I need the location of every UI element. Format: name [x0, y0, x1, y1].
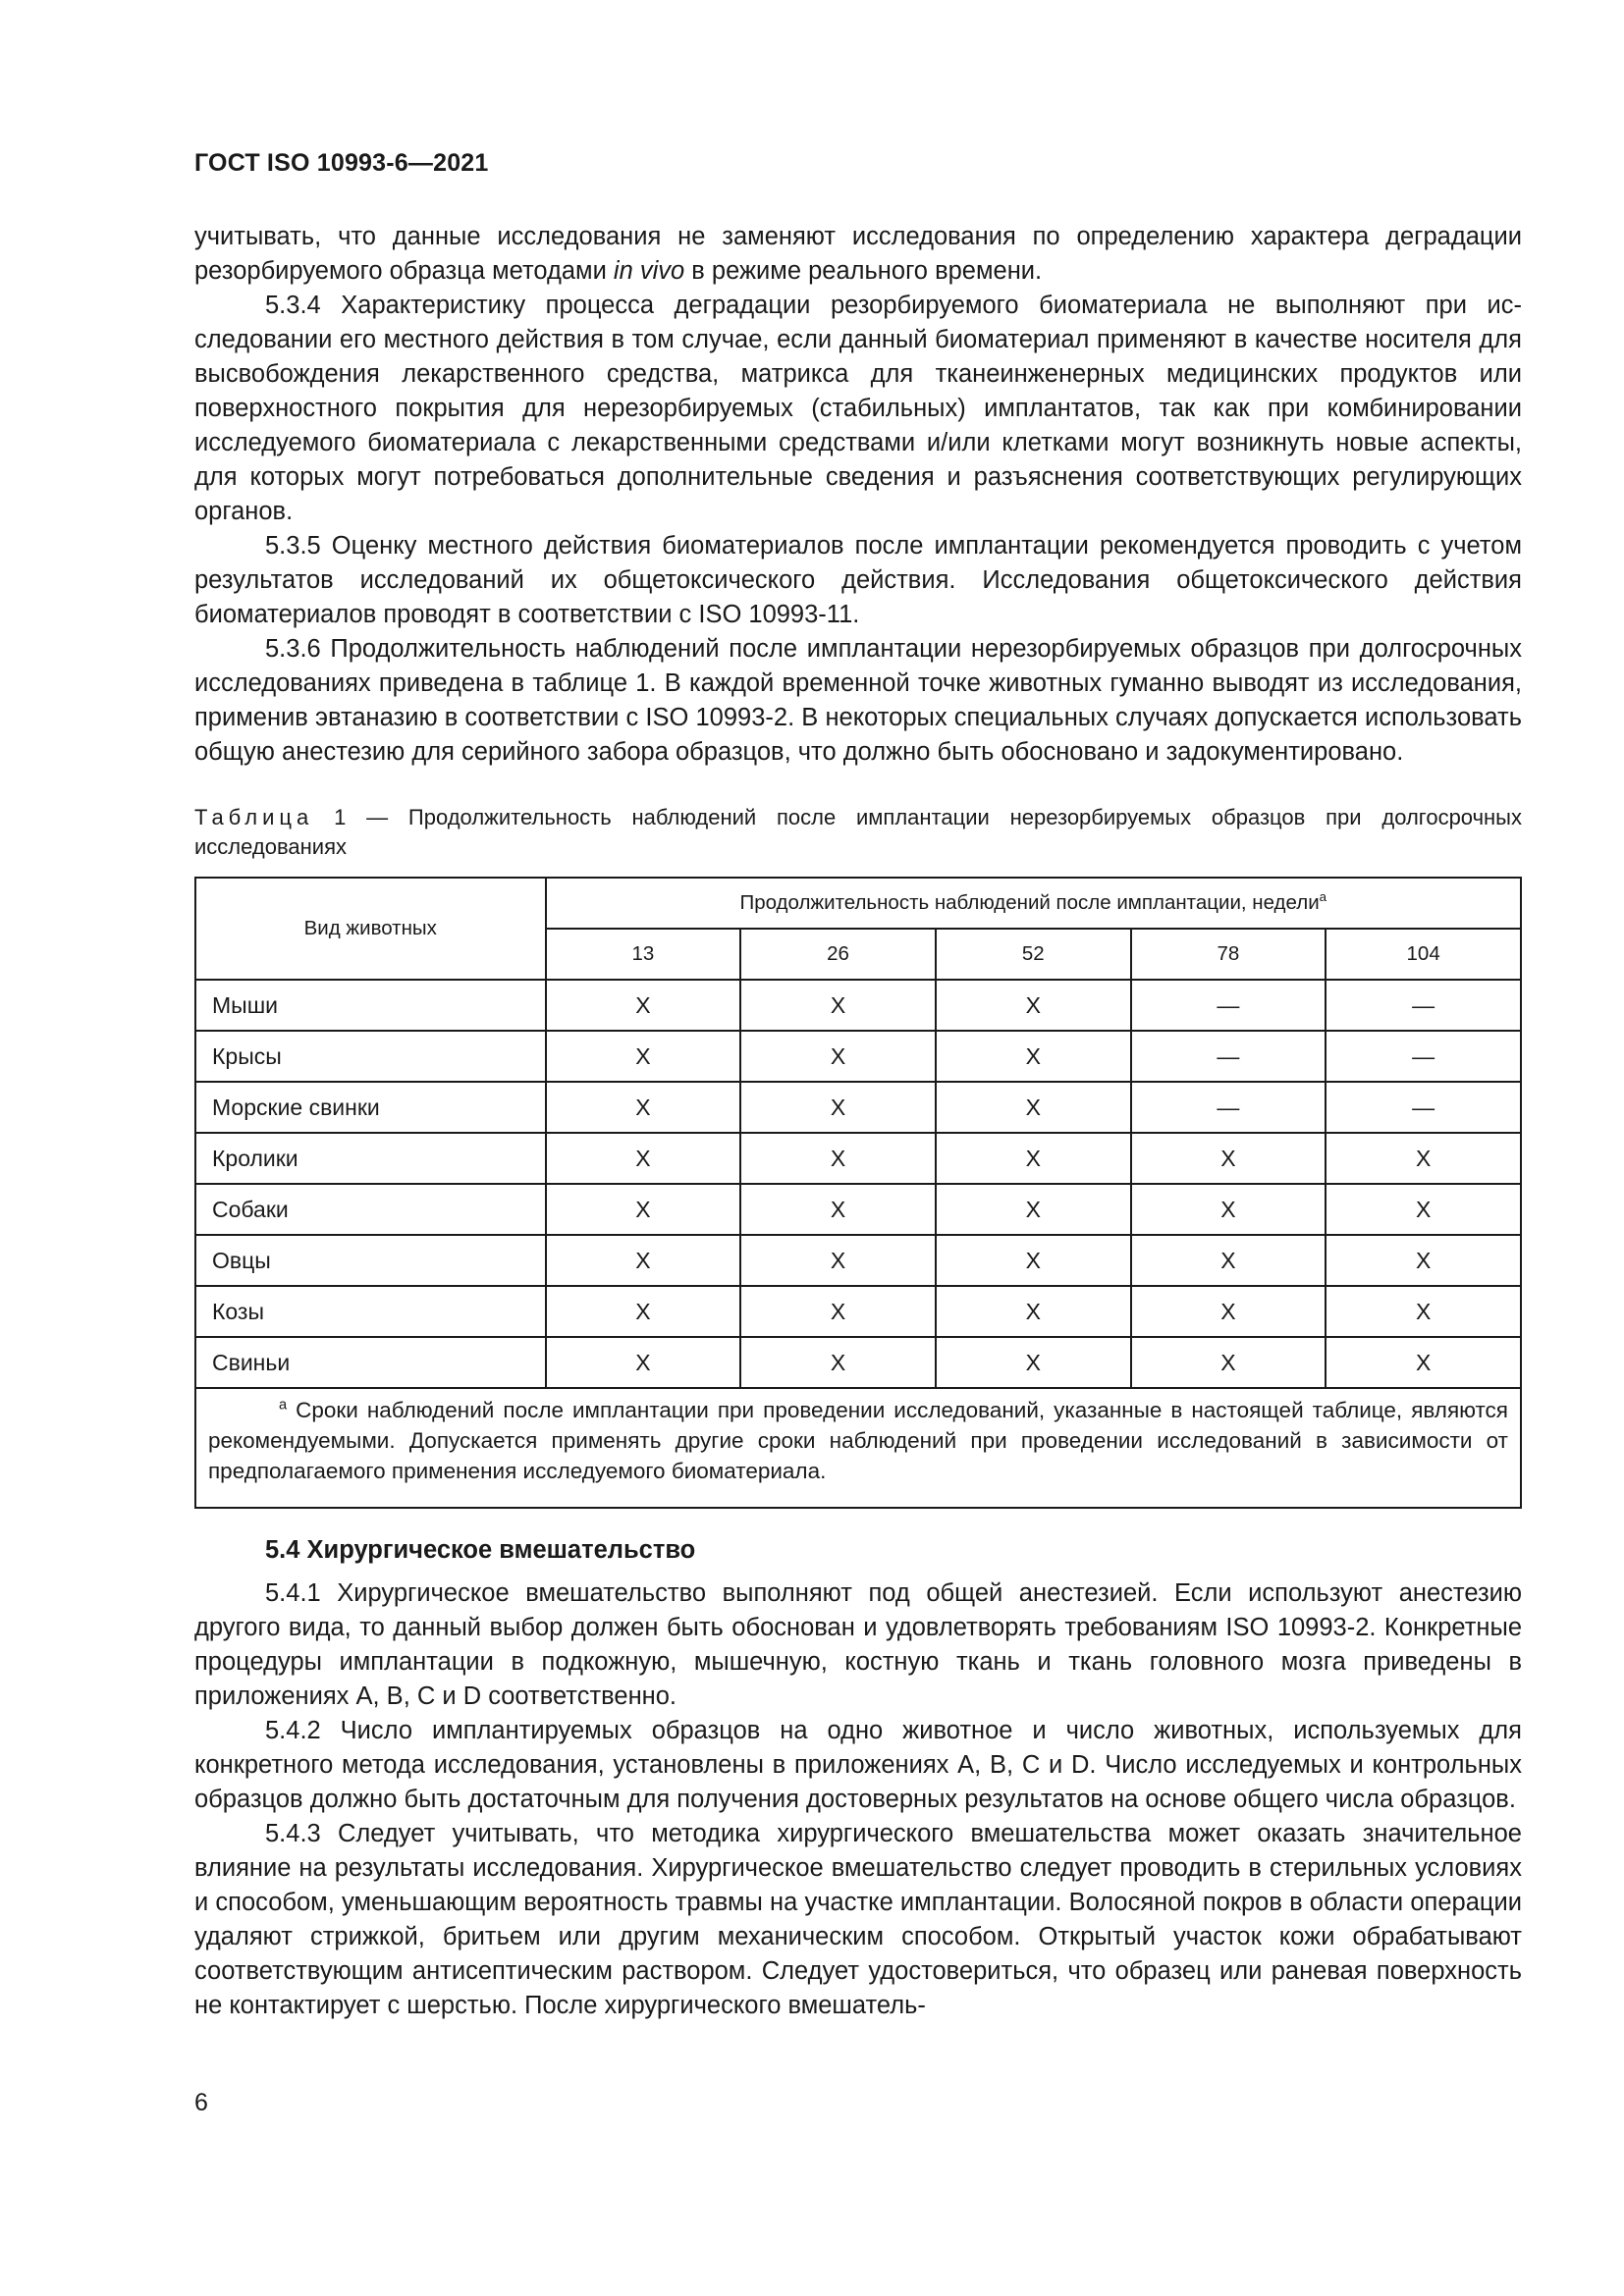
duration-mark-cell: X — [740, 1184, 936, 1235]
paragraph-text: учитывать, что данные исследования не заменяют исследования по определению характера деградации резорбируемого образца методами — [194, 223, 1522, 285]
duration-mark-cell: X — [740, 1337, 936, 1388]
animal-species-header: Вид животных — [195, 878, 546, 980]
duration-header — [546, 878, 1521, 929]
duration-mark-cell: X — [1326, 1133, 1521, 1184]
table-row — [195, 1133, 1521, 1184]
paragraph-5-3-5: 5.3.5 Оценку местного действия биоматериалов после имплантации рекомендуется проводить с учетом результатов исследований их общетоксического действия. Исследования общетоксического действия биоматериалов проводят в соответствии с ISO 10993-11. — [194, 532, 1522, 628]
duration-mark-cell: X — [936, 1235, 1131, 1286]
duration-mark-cell: X — [546, 1184, 741, 1235]
observation-duration-table — [194, 877, 1522, 1509]
duration-mark-cell: X — [1131, 1184, 1326, 1235]
duration-mark-cell: X — [740, 1031, 936, 1082]
table-row — [195, 980, 1521, 1031]
table-row — [195, 1235, 1521, 1286]
table-row — [195, 1184, 1521, 1235]
week-header: 26 — [740, 929, 936, 980]
table-row — [195, 1031, 1521, 1082]
duration-mark-cell: X — [936, 1082, 1131, 1133]
page-number: 6 — [194, 2089, 208, 2116]
document-header: ГОСТ ISO 10993-6—2021 — [194, 149, 489, 177]
duration-mark-cell: X — [936, 1184, 1131, 1235]
duration-mark-cell: — — [1326, 1031, 1521, 1082]
section-title-5-4: 5.4 Хирургическое вмешательство — [265, 1536, 696, 1564]
paragraph-italic-term: in vivo — [613, 257, 685, 285]
duration-mark-cell: X — [936, 1337, 1131, 1388]
footnote-mark: a — [1319, 889, 1327, 905]
animal-name-cell: Морские свинки — [195, 1082, 546, 1133]
duration-mark-cell: X — [936, 1286, 1131, 1337]
duration-mark-cell: X — [1326, 1184, 1521, 1235]
duration-header-text: Продолжительность наблюдений после имплантации, недели — [739, 891, 1320, 914]
table-row — [195, 1082, 1521, 1133]
duration-mark-cell: — — [1326, 1082, 1521, 1133]
duration-mark-cell: X — [1131, 1235, 1326, 1286]
top-text-block — [194, 220, 1522, 770]
week-header: 13 — [546, 929, 741, 980]
table-caption — [194, 803, 1522, 862]
duration-mark-cell: X — [740, 1235, 936, 1286]
duration-mark-cell: X — [546, 980, 741, 1031]
table-caption-text: 1 — Продолжительность наблюдений после имплантации нерезорбируемых образцов при долгосрочных исследованиях — [194, 805, 1522, 859]
table-body — [195, 980, 1521, 1388]
duration-mark-cell: X — [546, 1031, 741, 1082]
duration-mark-cell: — — [1131, 980, 1326, 1031]
paragraph-5-3-4: 5.3.4 Характеристику процесса деградации резорбируемого биоматериала не выполняют при исследовании его местного действия в том случае, если данный биоматериал применяют в качестве носителя для высвобождения лекарственного средства, матрикса для тканеинженерных медицинских продуктов или поверхностного покрытия для нерезорбируемых (стабильных) имплантатов, так как при комбинировании исследуемого биоматериала с лекарственными средствами и/или клетками могут возникнуть новые аспекты, для которых могут потребоваться дополнительные сведения и разъяснения соответствующих регулирующих органов. — [194, 292, 1522, 525]
duration-mark-cell: X — [1131, 1337, 1326, 1388]
duration-mark-cell: X — [740, 1286, 936, 1337]
table-row — [195, 1286, 1521, 1337]
footnote-mark: a — [279, 1397, 288, 1414]
duration-mark-cell: X — [546, 1133, 741, 1184]
table-footnote — [195, 1388, 1521, 1508]
paragraph-5-4-3: 5.4.3 Следует учитывать, что методика хирургического вмешательства может оказать значительное влияние на результаты исследования. Хирургическое вмешательство следует проводить в стерильных условиях и способом, уменьшающим вероятность травмы на участке имплантации. Волосяной покров в области операции удаляют стрижкой, бритьем или другим механическим способом. Открытый участок кожи обрабатывают соответствующим антисептическим раствором. Следует удостовериться, что образец или раневая поверхность не контактирует с шерстью. После хирургического вмешатель- — [194, 1820, 1522, 2019]
duration-mark-cell: X — [1131, 1286, 1326, 1337]
duration-mark-cell: X — [740, 980, 936, 1031]
duration-mark-cell: X — [1326, 1235, 1521, 1286]
duration-mark-cell: X — [1131, 1133, 1326, 1184]
paragraph-5-4-2: 5.4.2 Число имплантируемых образцов на одно животное и число животных, используемых для конкретного метода исследования, установлены в приложениях А, В, С и D. Число исследуемых и контрольных образцов должно быть достаточным для получения достоверных результатов на основе общего числа образцов. — [194, 1717, 1522, 1813]
animal-name-cell: Мыши — [195, 980, 546, 1031]
animal-name-cell: Кролики — [195, 1133, 546, 1184]
paragraph-continuation — [194, 220, 1522, 289]
duration-mark-cell: X — [740, 1133, 936, 1184]
duration-mark-cell: — — [1131, 1082, 1326, 1133]
week-header: 52 — [936, 929, 1131, 980]
duration-mark-cell: X — [936, 1133, 1131, 1184]
week-header: 104 — [1326, 929, 1521, 980]
paragraph-text-tail: в режиме реального времени. — [684, 257, 1043, 285]
week-header: 78 — [1131, 929, 1326, 980]
paragraph-5-4-1: 5.4.1 Хирургическое вмешательство выполняют под общей анестезией. Если используют анестезию другого вида, то данный выбор должен быть обоснован и удовлетворять требованиям ISO 10993-2. Конкретные процедуры имплантации в подкожную, мышечную, костную ткань и ткань головного мозга приведены в приложениях А, В, С и D соответственно. — [194, 1579, 1522, 1710]
table-caption-label: Таблица — [194, 805, 314, 829]
duration-mark-cell: X — [936, 980, 1131, 1031]
animal-name-cell: Свиньи — [195, 1337, 546, 1388]
table-footnote-row — [195, 1388, 1521, 1508]
duration-mark-cell: X — [936, 1031, 1131, 1082]
duration-mark-cell: X — [740, 1082, 936, 1133]
animal-name-cell: Овцы — [195, 1235, 546, 1286]
duration-mark-cell: X — [546, 1235, 741, 1286]
footnote-text: Сроки наблюдений после имплантации при проведении исследований, указанные в настоящей таблице, являются рекомендуемыми. Допускается применять другие сроки наблюдений при проведении исследований в зависимости от предполагаемого применения исследуемого биоматериала. — [208, 1398, 1508, 1483]
animal-name-cell: Крысы — [195, 1031, 546, 1082]
table-header-row — [195, 878, 1521, 929]
animal-name-cell: Собаки — [195, 1184, 546, 1235]
duration-mark-cell: — — [1326, 980, 1521, 1031]
animal-name-cell: Козы — [195, 1286, 546, 1337]
duration-mark-cell: X — [546, 1082, 741, 1133]
duration-mark-cell: X — [1326, 1286, 1521, 1337]
duration-mark-cell: X — [546, 1337, 741, 1388]
duration-mark-cell: X — [546, 1286, 741, 1337]
bottom-text-block — [194, 1576, 1522, 2023]
table-row — [195, 1337, 1521, 1388]
duration-mark-cell: — — [1131, 1031, 1326, 1082]
paragraph-5-3-6: 5.3.6 Продолжительность наблюдений после имплантации нерезорбируемых образцов при долгосрочных исследованиях приведена в таблице 1. В каждой временной точке животных гуманно выводят из исследования, применив эвтаназию в соответствии с ISO 10993-2. В некоторых специальных случаях допускается использовать общую анестезию для серийного забора образцов, что должно быть обосновано и задокументировано. — [194, 635, 1522, 766]
duration-mark-cell: X — [1326, 1337, 1521, 1388]
